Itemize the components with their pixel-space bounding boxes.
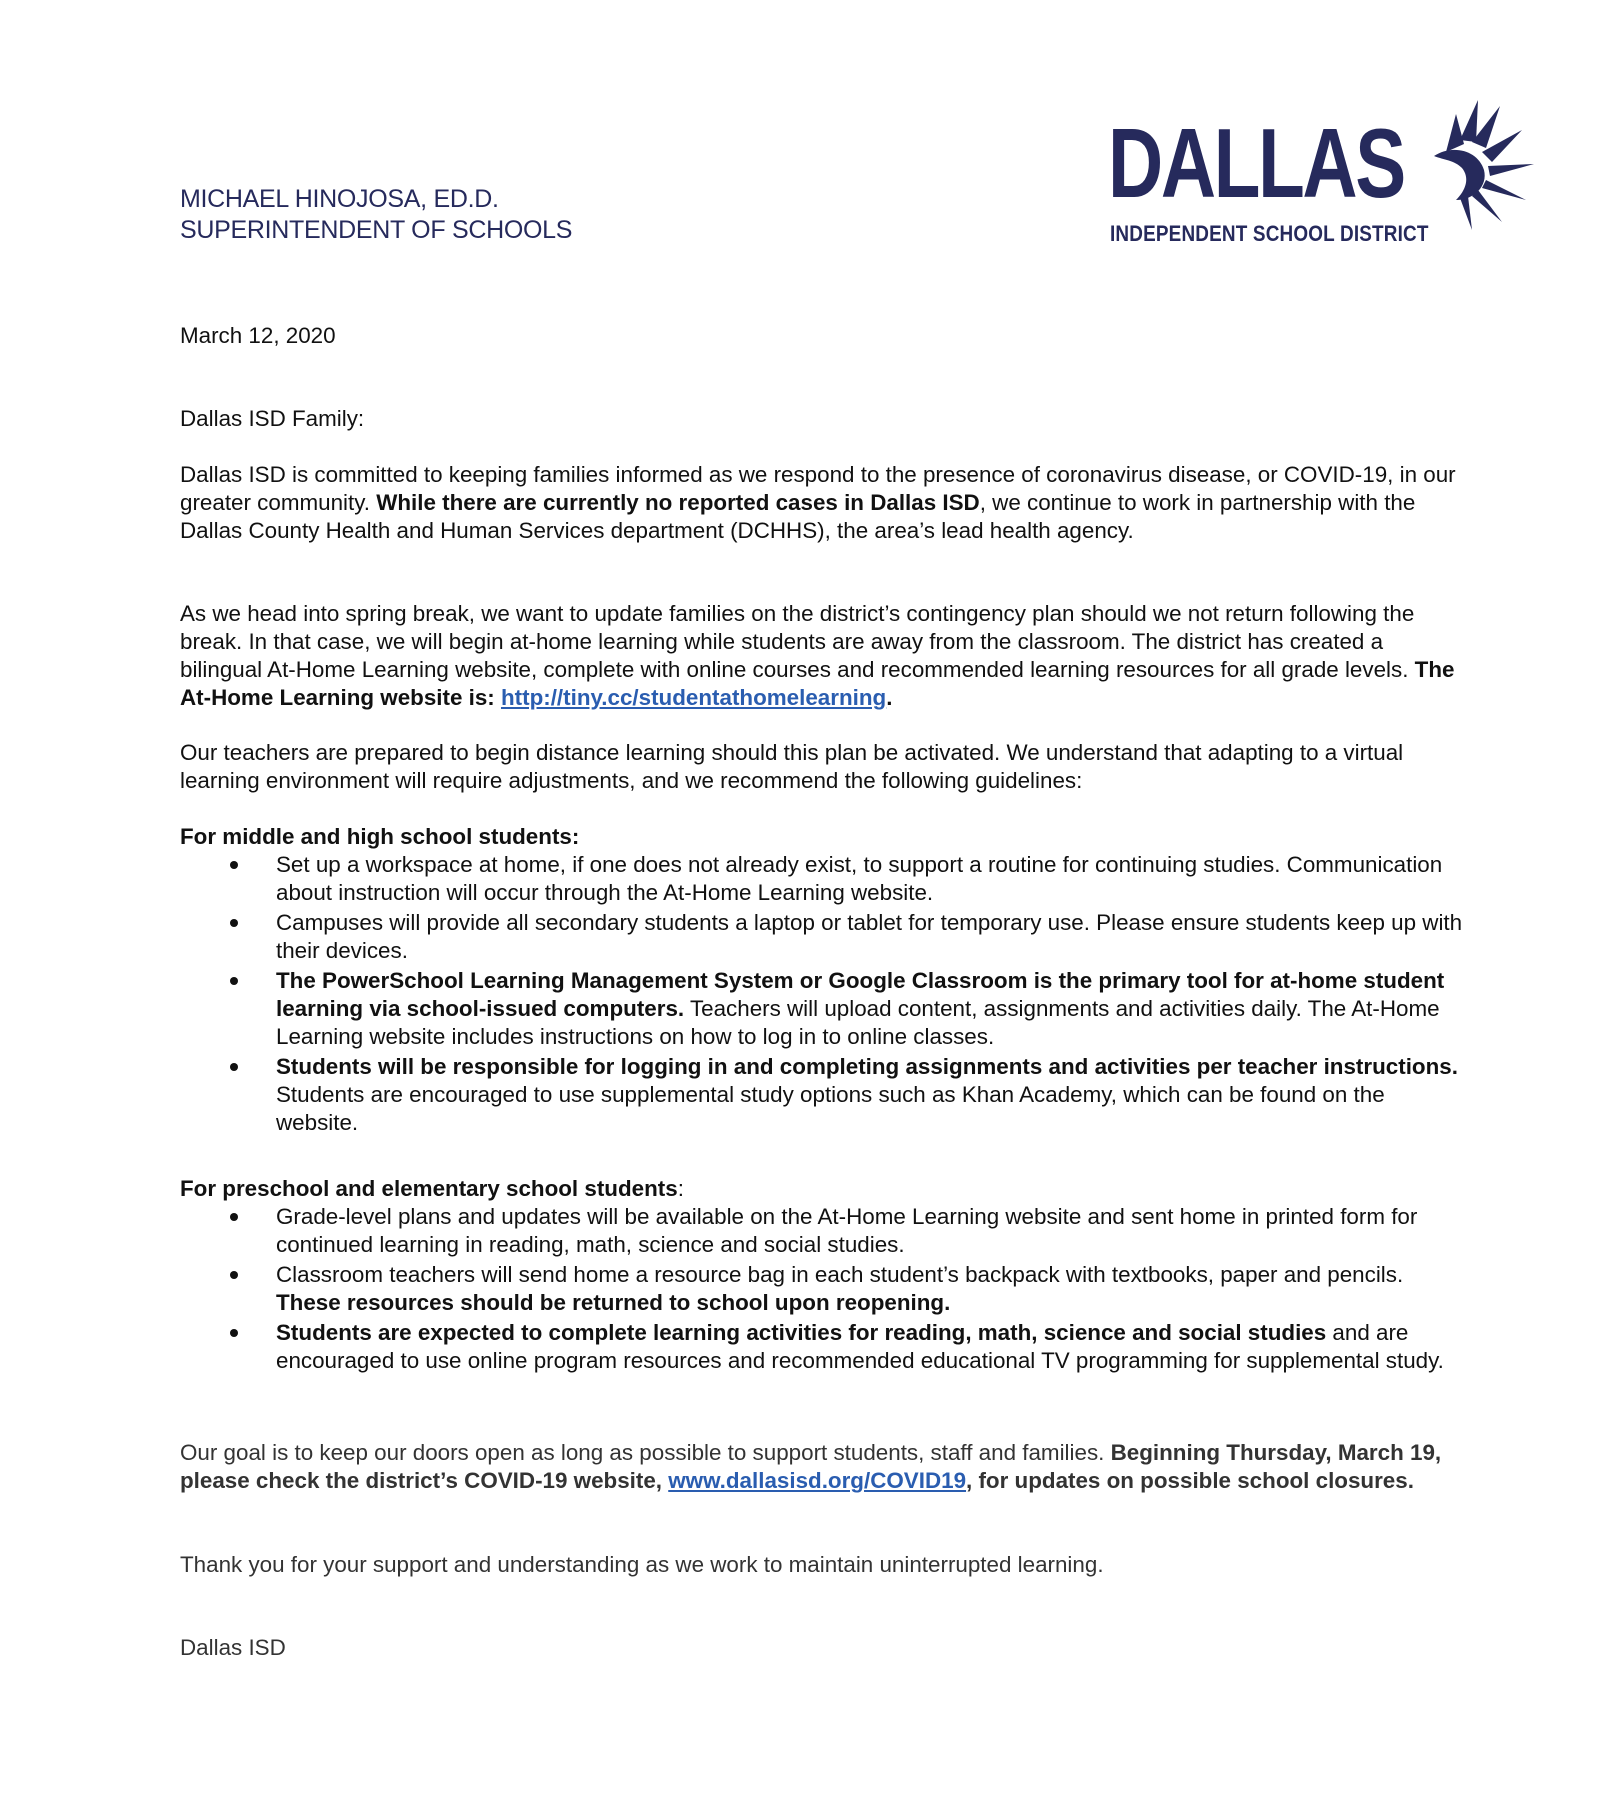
- website-label: The At-Home Learning website is:: [180, 657, 1455, 710]
- list-item: Students are expected to complete learning activities for reading, math, science and social studies and are encouraged to use online program resources and recommended educational TV programming for supplemental study.: [180, 1319, 1470, 1375]
- bullet-icon: [230, 1063, 238, 1071]
- paragraph-goal: [180, 1439, 1470, 1495]
- bullet-list: [180, 1203, 1470, 1375]
- bullet-icon: [230, 1213, 238, 1221]
- list-item: Campuses will provide all secondary students a laptop or tablet for temporary use. Please ensure students keep up with their devices.: [180, 909, 1470, 965]
- goal-bold-end: , for updates on possible school closures.: [966, 1468, 1414, 1493]
- goal-bold: Beginning Thursday, March 19, please check the district’s COVID-19 website,: [180, 1440, 1442, 1493]
- district-logo: [1108, 92, 1528, 252]
- list-item: Set up a workspace at home, if one does not already exist, to support a routine for continuing studies. Communication about instruction will occur through the At-Home Learning website.: [180, 851, 1470, 907]
- list-item: Students will be responsible for logging in and completing assignments and activities per teacher instructions. Students are encouraged to use supplemental study options such as Khan Academy, which can be found on the website.: [180, 1053, 1470, 1137]
- paragraph-intro: [180, 461, 1470, 545]
- paragraph-teachers: Our teachers are prepared to begin distance learning should this plan be activated. We understand that adapting to a virtual learning environment will require adjustments, and we recommend the following guidelines:: [180, 740, 1404, 793]
- bullet-icon: [230, 1271, 238, 1279]
- section-heading: For middle and high school students:: [180, 824, 580, 849]
- bullet-icon: [230, 919, 238, 927]
- signoff: Dallas ISD: [180, 1635, 286, 1660]
- sender-name: MICHAEL HINOJOSA, ED.D.: [180, 185, 499, 213]
- letter-date: March 12, 2020: [180, 323, 336, 348]
- paragraph-thanks: Thank you for your support and understanding as we work to maintain uninterrupted learning.: [180, 1552, 1104, 1577]
- intro-text: Dallas ISD is committed to keeping families informed as we respond to the presence of coronavirus disease, or COVID-19, in our greater community.: [180, 462, 1456, 515]
- logo-wordmark: DALLAS: [1108, 108, 1404, 218]
- list-item: The PowerSchool Learning Management System or Google Classroom is the primary tool for at-home student learning via school-issued computers. Teachers will upload content, assignments and activities daily. The At-Home Learning website includes instructions on how to log in to online classes.: [180, 967, 1470, 1051]
- at-home-learning-link[interactable]: http://tiny.cc/studentathomelearning: [500, 685, 887, 710]
- paragraph-spring-break: [180, 600, 1470, 712]
- website-period: .: [886, 685, 893, 710]
- section-heading: For preschool and elementary school students:: [180, 1176, 684, 1201]
- list-item: Grade-level plans and updates will be available on the At-Home Learning website and sent home in printed form for continued learning in reading, math, science and social studies.: [180, 1203, 1470, 1259]
- section-middle-high: [180, 823, 1470, 1137]
- bullet-list: [180, 851, 1470, 1137]
- logo-subtitle: INDEPENDENT SCHOOL DISTRICT: [1110, 221, 1429, 246]
- covid19-website-link[interactable]: www.dallasisd.org/COVID19: [668, 1468, 967, 1493]
- goal-text: Our goal is to keep our doors open as long as possible to support students, staff and families.: [180, 1440, 1111, 1465]
- letterhead-sender: [180, 184, 572, 246]
- section-preschool-elementary: [180, 1175, 1470, 1375]
- spring-break-text: As we head into spring break, we want to update families on the district’s contingency plan should we not return following the break. In that case, we will begin at-home learning while students are away from the classroom. The district has created a bilingual At-Home Learning website, complete with online courses and recommended learning resources for all grade levels.: [180, 601, 1415, 682]
- bullet-icon: [230, 977, 238, 985]
- intro-bold: While there are currently no reported cases in Dallas ISD: [376, 490, 980, 515]
- sender-title: SUPERINTENDENT OF SCHOOLS: [180, 216, 573, 244]
- salutation: Dallas ISD Family:: [180, 406, 365, 431]
- intro-text-end: , we continue to work in partnership with the Dallas County Health and Human Services department (DCHHS), the area’s lead health agency.: [180, 490, 1416, 543]
- bullet-icon: [230, 1329, 238, 1337]
- starburst-icon: [1426, 92, 1536, 232]
- list-item: Classroom teachers will send home a resource bag in each student’s backpack with textbooks, paper and pencils. These resources should be returned to school upon reopening.: [180, 1261, 1470, 1317]
- bullet-icon: [230, 861, 238, 869]
